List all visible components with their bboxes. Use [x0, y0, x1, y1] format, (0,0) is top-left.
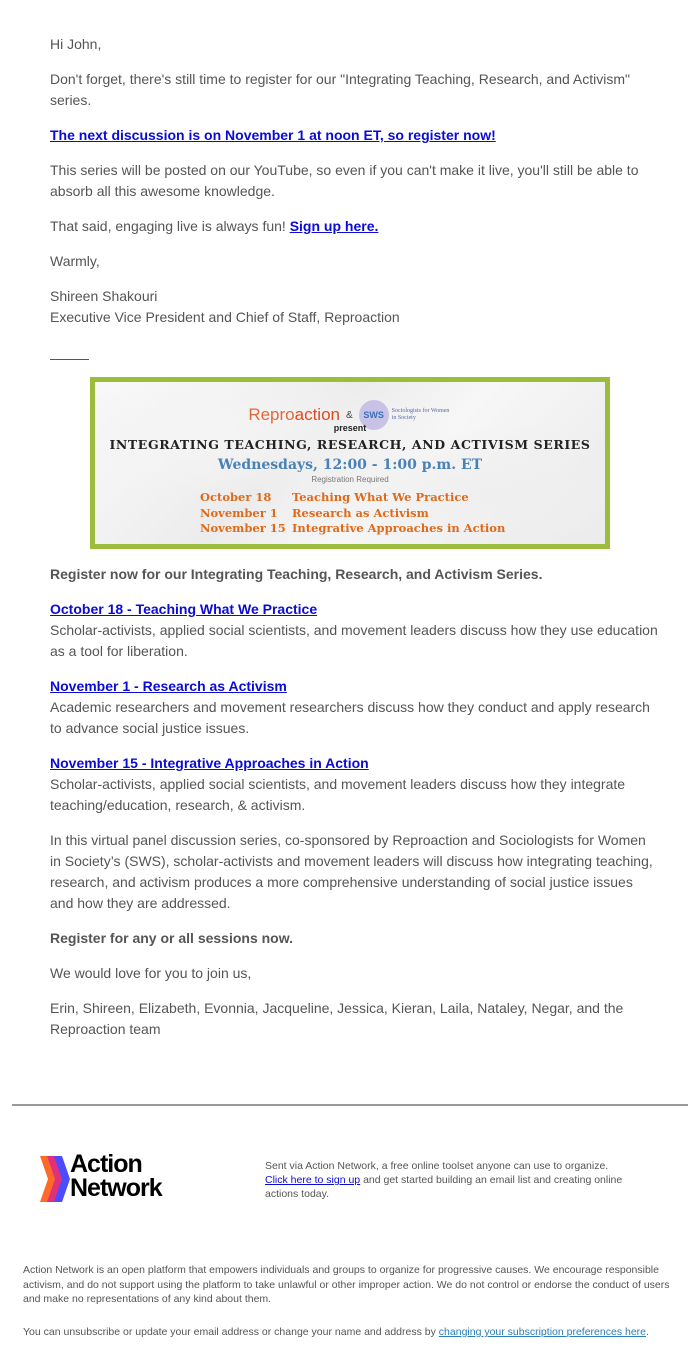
session-2 — [50, 676, 660, 739]
action-network-wordmark: Action Network — [70, 1150, 162, 1202]
footer-sent-via: Sent via Action Network, a free online toolset anyone can use to organize. Click here to sign up and get started building an email list and creating online actions today. — [265, 1160, 623, 1200]
banner-title: INTEGRATING TEACHING, RESEARCH, AND ACTIVISM SERIES — [109, 437, 591, 452]
action-network-logo[interactable] — [40, 1150, 200, 1204]
live-paragraph — [50, 216, 660, 237]
banner-session-row: November 1 Research as Activism — [200, 505, 429, 520]
next-discussion-paragraph — [50, 125, 660, 146]
footer-disclaimer: Action Network is an open platform that empowers individuals and groups to organize for progressive causes. We encourage responsible activism, and do not support using the platform to take unlawful or other improper action. We do not control or endorse the conduct of users and make no representations of any kind about them. — [23, 1264, 670, 1305]
greeting: Hi John, — [50, 36, 102, 52]
session-1 — [50, 599, 660, 662]
live-text: That said, engaging live is always fun! — [50, 218, 286, 234]
footer-unsubscribe: You can unsubscribe or update your email address or change your name and address by changing your subscription preferences here. — [23, 1326, 649, 1338]
session-2-desc: Academic researchers and movement researchers discuss how they conduct and apply research to advance social justice issues. — [50, 699, 650, 736]
sender-title: Executive Vice President and Chief of Staff, Reproaction — [50, 309, 400, 325]
footer-signup-link[interactable]: Click here to sign up — [265, 1174, 361, 1186]
action-network-chevron-icon — [40, 1156, 70, 1202]
series-paragraph: In this virtual panel discussion series, co-sponsored by Reproaction and Sociologists for Women in Society’s (SWS), scholar-activists and movement leaders will discuss how integrating teaching, research, and activism produces a more comprehensive understanding of social justice issues and how they are addressed. — [50, 832, 653, 911]
banner-schedule — [200, 490, 505, 537]
sender-name: Shireen Shakouri — [50, 288, 158, 304]
session-3-desc: Scholar-activists, applied social scientists, and movement leaders discuss how they integrate teaching/education, research, & activism. — [50, 776, 626, 813]
sws-logo-icon: SWS — [359, 400, 389, 430]
footer-divider — [12, 1104, 688, 1106]
youtube-paragraph: This series will be posted on our YouTube, so even if you can't make it live, you'll still be able to absorb all this awesome knowledge. — [50, 162, 639, 199]
series-banner-image[interactable] — [90, 377, 610, 549]
join-paragraph: We would love for you to join us, — [50, 965, 252, 981]
banner-session-row: October 18 Teaching What We Practice — [200, 490, 469, 504]
session-1-desc: Scholar-activists, applied social scientists, and movement leaders discuss how they use education as a tool for liberation. — [50, 622, 658, 659]
signoff: Warmly, — [50, 253, 100, 269]
banner-registration: Registration Required — [311, 475, 389, 484]
session-2-link[interactable]: November 1 - Research as Activism — [50, 678, 287, 694]
banner-present: present — [333, 423, 367, 433]
register-any: Register for any or all sessions now. — [50, 930, 293, 946]
banner-session-row: November 15 Integrative Approaches in Action — [200, 521, 506, 535]
session-3 — [50, 753, 660, 816]
session-1-link[interactable]: October 18 - Teaching What We Practice — [50, 601, 318, 617]
subscription-preferences-link[interactable]: changing your subscription preferences here — [438, 1326, 647, 1338]
next-discussion-link[interactable]: The next discussion is on November 1 at noon ET, so register now! — [50, 127, 496, 143]
session-3-link[interactable]: November 15 - Integrative Approaches in Action — [50, 755, 369, 771]
team-paragraph: Erin, Shireen, Elizabeth, Evonnia, Jacqueline, Jessica, Kieran, Laila, Nataley, Negar, and the Reproaction team — [50, 1000, 624, 1037]
banner-when: Wednesdays, 12:00 - 1:00 p.m. ET — [217, 457, 483, 473]
signature-divider — [50, 359, 89, 360]
register-heading: Register now for our Integrating Teaching, Research, and Activism Series. — [50, 566, 543, 582]
reproaction-logo: Reproaction — [248, 405, 340, 424]
sws-name: Sociologists for Women in Society — [391, 408, 450, 421]
banner-ampersand: & — [346, 409, 353, 421]
intro-paragraph: Don't forget, there's still time to register for our "Integrating Teaching, Research, and Activism" series. — [50, 71, 630, 108]
sign-up-link[interactable]: Sign up here. — [289, 218, 379, 234]
